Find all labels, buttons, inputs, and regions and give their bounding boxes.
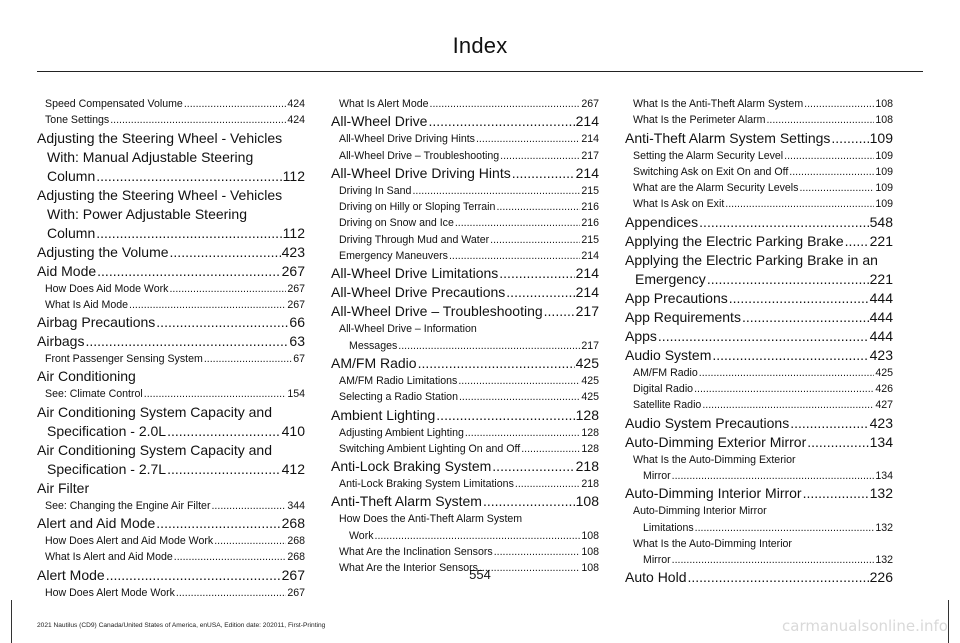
dot-leader	[455, 215, 580, 231]
index-entry-line: Air Conditioning System Capacity and	[37, 441, 273, 458]
dot-leader	[506, 283, 574, 302]
entry-page-number: 109	[875, 165, 893, 178]
entry-page-number: 444	[869, 327, 893, 344]
entry-name: What are the Alarm Security Levels	[633, 182, 799, 195]
dot-leader	[694, 381, 874, 397]
index-entry-line: With: Power Adjustable Steering	[47, 205, 247, 222]
index-subentry-line: How Does the Anti-Theft Alarm System	[339, 513, 523, 526]
index-entry-line: Adjusting the Steering Wheel - Vehicles	[37, 129, 283, 146]
entry-name: Selecting a Radio Station	[339, 391, 458, 404]
index-entry[interactable]	[37, 243, 305, 262]
index-subentry[interactable]	[331, 199, 599, 215]
index-entry[interactable]	[37, 332, 305, 351]
dot-leader	[204, 351, 292, 367]
index-subentry[interactable]	[331, 215, 599, 231]
index-subentry-line: Auto-Dimming Interior Mirror	[633, 505, 767, 518]
entry-page-number: 424	[287, 114, 305, 127]
dot-leader	[707, 270, 869, 289]
entry-name: Adjusting Ambient Lighting	[339, 426, 464, 439]
index-entry[interactable]	[37, 460, 305, 479]
entry-name: How Does Alert and Aid Mode Work	[45, 535, 214, 548]
index-subentry[interactable]	[331, 476, 599, 492]
entry-page-number: 216	[581, 201, 599, 214]
index-subentry[interactable]	[331, 389, 599, 405]
index-entry[interactable]	[625, 213, 893, 232]
dot-leader	[170, 243, 281, 262]
entry-name: App Precautions	[625, 289, 728, 306]
index-subentry[interactable]	[331, 232, 599, 248]
entry-page-number: 214	[581, 133, 599, 146]
dot-leader	[799, 180, 874, 196]
entry-name: Adjusting the Volume	[37, 243, 169, 260]
index-entry[interactable]	[37, 313, 305, 332]
index-subentry[interactable]	[331, 148, 599, 164]
entry-page-number: 226	[869, 569, 893, 586]
entry-name: See: Climate Control	[45, 388, 143, 401]
index-subentry[interactable]	[37, 351, 305, 367]
index-subentry[interactable]	[37, 498, 305, 514]
dot-leader	[803, 484, 869, 503]
entry-page-number: 217	[581, 339, 599, 352]
dot-leader	[789, 164, 874, 180]
entry-page-number: 214	[575, 265, 599, 282]
entry-name: Specification - 2.0L	[47, 422, 167, 439]
entry-name: What Is Alert and Aid Mode	[45, 551, 173, 564]
index-subentry[interactable]	[625, 96, 893, 112]
index-subentry[interactable]	[625, 397, 893, 413]
dot-leader	[96, 167, 281, 186]
entry-page-number: 444	[869, 289, 893, 306]
entry-page-number: 425	[575, 354, 599, 371]
index-entry-line: Air Conditioning	[37, 368, 136, 385]
index-subentry[interactable]	[625, 468, 893, 484]
index-entry[interactable]	[331, 283, 599, 302]
dot-leader	[725, 196, 874, 212]
dot-leader	[211, 498, 286, 514]
watermark-logo: carmanualsonline.info	[782, 617, 948, 635]
entry-page-number: 424	[287, 98, 305, 110]
dot-leader	[804, 96, 874, 112]
entry-name: See: Changing the Engine Air Filter	[45, 499, 211, 512]
index-entry[interactable]	[625, 327, 893, 346]
entry-name: Mirror	[643, 469, 671, 482]
entry-name: What Is the Anti-Theft Alarm System	[633, 98, 804, 110]
dot-leader	[465, 425, 580, 441]
entry-page-number: 128	[581, 426, 599, 439]
dot-leader	[742, 308, 869, 327]
entry-page-number: 134	[869, 433, 893, 450]
index-subentry[interactable]	[331, 183, 599, 199]
entry-page-number: 214	[575, 164, 599, 181]
entry-page-number: 112	[282, 224, 305, 241]
index-entry[interactable]	[625, 484, 893, 503]
index-subentry[interactable]	[625, 112, 893, 128]
entry-page-number: 268	[287, 551, 305, 564]
entry-page-number: 217	[581, 149, 599, 162]
entry-page-number: 132	[875, 554, 893, 567]
dot-leader	[96, 224, 281, 243]
index-entry[interactable]	[331, 302, 599, 321]
entry-page-number: 215	[581, 184, 599, 197]
index-subentry[interactable]	[625, 381, 893, 397]
entry-page-number: 548	[869, 213, 893, 230]
entry-name: How Does Alert Mode Work	[45, 586, 175, 599]
entry-name: All-Wheel Drive Driving Hints	[331, 164, 511, 181]
entry-page-number: 344	[287, 499, 305, 512]
index-subentry-line: What Is the Auto-Dimming Interior	[633, 537, 792, 550]
index-subentry[interactable]	[331, 544, 599, 560]
dot-leader	[658, 327, 869, 346]
entry-name: How Does Aid Mode Work	[45, 282, 169, 295]
entry-name: Messages	[349, 339, 398, 352]
index-entry[interactable]	[625, 346, 893, 365]
entry-page-number: 412	[281, 460, 305, 477]
entry-page-number: 423	[281, 243, 305, 260]
dot-leader	[499, 264, 574, 283]
entry-page-number: 109	[875, 198, 893, 211]
entry-page-number: 109	[869, 129, 893, 146]
dot-leader	[459, 389, 580, 405]
entry-page-number: 221	[869, 232, 893, 249]
footer-crop-mark-left	[11, 600, 12, 643]
entry-name: Applying the Electric Parking Brake	[625, 232, 844, 249]
dot-leader	[156, 514, 280, 533]
entry-name: Ambient Lighting	[331, 406, 436, 423]
entry-name: Driving on Hilly or Sloping Terrain	[339, 201, 496, 214]
index-entry[interactable]	[625, 289, 893, 308]
entry-name: All-Wheel Drive – Troubleshooting	[339, 149, 500, 162]
dot-leader	[500, 148, 580, 164]
index-entry[interactable]	[625, 270, 893, 289]
entry-name: Satellite Radio	[633, 399, 702, 412]
entry-name: Specification - 2.7L	[47, 460, 167, 477]
index-subentry[interactable]	[37, 549, 305, 565]
entry-name: All-Wheel Drive	[331, 113, 428, 130]
entry-page-number: 108	[581, 546, 599, 559]
dot-leader	[702, 397, 874, 413]
dot-leader	[167, 460, 281, 479]
entry-page-number: 267	[287, 282, 305, 295]
index-entry[interactable]	[625, 308, 893, 327]
entry-page-number: 132	[875, 521, 893, 534]
entry-name: Audio System	[625, 346, 712, 363]
index-subentry[interactable]	[37, 533, 305, 549]
entry-page-number: 108	[581, 562, 599, 575]
dot-leader	[214, 533, 286, 549]
entry-page-number: 423	[869, 346, 893, 363]
entry-page-number: 425	[875, 366, 893, 379]
entry-page-number: 66	[289, 314, 305, 331]
entry-page-number: 267	[281, 262, 305, 279]
page-number: 554	[469, 567, 491, 582]
entry-name: App Requirements	[625, 308, 741, 325]
entry-page-number: 214	[575, 284, 599, 301]
index-entry[interactable]	[331, 112, 599, 131]
entry-name: Anti-Lock Braking System Limitations	[339, 478, 514, 491]
index-subentry[interactable]	[331, 441, 599, 457]
entry-page-number: 268	[287, 535, 305, 548]
entry-page-number: 267	[581, 98, 599, 110]
index-entry[interactable]	[331, 264, 599, 283]
entry-name: Setting the Alarm Security Level	[633, 149, 784, 162]
entry-name: Switching Ambient Lighting On and Off	[339, 442, 521, 455]
entry-name: Front Passenger Sensing System	[45, 353, 203, 366]
dot-leader	[544, 302, 575, 321]
entry-page-number: 63	[289, 333, 305, 350]
dot-leader	[490, 232, 580, 248]
entry-name: Anti-Theft Alarm System	[331, 493, 482, 510]
dot-leader	[129, 297, 286, 313]
entry-name: Anti-Lock Braking System	[331, 458, 492, 475]
index-subentry[interactable]	[37, 96, 305, 112]
entry-page-number: 410	[281, 422, 305, 439]
entry-page-number: 109	[875, 149, 893, 162]
entry-page-number: 426	[875, 383, 893, 396]
index-subentry[interactable]	[331, 373, 599, 389]
footer-crop-mark-right	[948, 600, 949, 643]
dot-leader	[672, 468, 875, 484]
index-subentry[interactable]	[331, 248, 599, 264]
index-entry[interactable]	[331, 492, 599, 511]
dot-leader	[110, 112, 286, 128]
entry-page-number: 109	[875, 182, 893, 195]
entry-name: Airbags	[37, 333, 85, 350]
entry-page-number: 128	[581, 442, 599, 455]
entry-name: Airbag Precautions	[37, 314, 156, 331]
dot-leader	[672, 552, 875, 568]
index-subentry[interactable]	[331, 131, 599, 147]
index-subentry[interactable]	[37, 112, 305, 128]
entry-page-number: 108	[875, 114, 893, 127]
dot-leader	[483, 492, 575, 511]
dot-leader	[807, 433, 868, 452]
dot-leader	[515, 476, 580, 492]
index-subentry[interactable]	[625, 148, 893, 164]
index-subentry[interactable]	[37, 386, 305, 402]
dot-leader	[156, 313, 288, 332]
dot-leader	[449, 248, 580, 264]
index-entry[interactable]	[331, 354, 599, 373]
index-entry[interactable]	[331, 457, 599, 476]
entry-page-number: 423	[869, 414, 893, 431]
index-entry[interactable]	[331, 406, 599, 425]
entry-page-number: 214	[581, 250, 599, 263]
entry-name: What Is the Perimeter Alarm	[633, 114, 766, 127]
index-subentry[interactable]	[331, 338, 599, 354]
dot-leader	[699, 213, 868, 232]
index-column-3	[625, 96, 893, 587]
entry-name: Emergency Maneuvers	[339, 250, 448, 263]
entry-page-number: 128	[575, 406, 599, 423]
index-entry[interactable]	[37, 514, 305, 533]
entry-name: What Is Alert Mode	[339, 98, 429, 110]
dot-leader	[97, 262, 280, 281]
entry-name: What Is Aid Mode	[45, 298, 129, 311]
entry-name: All-Wheel Drive – Troubleshooting	[331, 303, 543, 320]
index-subentry[interactable]	[625, 196, 893, 212]
entry-page-number: 67	[293, 353, 305, 366]
dot-leader	[398, 338, 580, 354]
entry-page-number: 214	[575, 113, 599, 130]
entry-name: Aid Mode	[37, 262, 97, 279]
index-entry[interactable]	[37, 422, 305, 441]
dot-leader	[430, 96, 581, 112]
edition-footer: 2021 Nautilus (CD9) Canada/United States of America, enUSA, Edition date: 202011, First-Printing	[37, 622, 326, 629]
dot-leader	[436, 406, 574, 425]
entry-name: All-Wheel Drive Driving Hints	[339, 133, 475, 146]
index-subentry[interactable]	[37, 281, 305, 297]
index-entry[interactable]	[37, 224, 305, 243]
entry-name: Driving Through Mud and Water	[339, 233, 490, 246]
entry-page-number: 267	[287, 298, 305, 311]
entry-name: Digital Radio	[633, 383, 694, 396]
dot-leader	[184, 96, 287, 112]
entry-name: Column	[47, 167, 96, 184]
index-subentry[interactable]	[37, 297, 305, 313]
dot-leader	[167, 422, 281, 441]
dot-leader	[784, 148, 874, 164]
page-title: Index	[452, 33, 508, 58]
entry-page-number: 427	[875, 399, 893, 412]
index-column-1	[37, 96, 305, 601]
entry-page-number: 217	[575, 303, 599, 320]
entry-name: Audio System Precautions	[625, 414, 790, 431]
entry-name: Mirror	[643, 554, 671, 567]
index-entry-line: Air Filter	[37, 479, 90, 496]
index-entry-line: Air Conditioning System Capacity and	[37, 403, 273, 420]
index-subentry[interactable]	[331, 425, 599, 441]
dot-leader	[729, 289, 869, 308]
entry-page-number: 267	[287, 586, 305, 599]
entry-name: Apps	[625, 327, 657, 344]
dot-leader	[169, 281, 286, 297]
dot-leader	[695, 520, 875, 536]
entry-page-number: 425	[581, 391, 599, 404]
dot-leader	[831, 129, 868, 148]
dot-leader	[712, 346, 868, 365]
entry-name: Appendices	[625, 213, 699, 230]
index-subentry[interactable]	[331, 528, 599, 544]
entry-name: What Is Ask on Exit	[633, 198, 725, 211]
entry-page-number: 218	[581, 478, 599, 491]
dot-leader	[174, 549, 287, 565]
entry-name: Auto Hold	[625, 569, 687, 586]
dot-leader	[766, 112, 874, 128]
index-entry-line: Adjusting the Steering Wheel - Vehicles	[37, 186, 283, 203]
index-subentry[interactable]	[625, 365, 893, 381]
dot-leader	[476, 131, 580, 147]
dot-leader	[492, 457, 574, 476]
index-subentry-line: All-Wheel Drive – Information	[339, 323, 477, 336]
index-entry[interactable]	[625, 232, 893, 251]
dot-leader	[845, 232, 869, 251]
entry-name: Anti-Theft Alarm System Settings	[625, 129, 831, 146]
entry-name: AM/FM Radio	[633, 366, 698, 379]
entry-name: Speed Compensated Volume	[45, 98, 183, 110]
dot-leader	[428, 112, 574, 131]
entry-page-number: 444	[869, 308, 893, 325]
entry-name: Auto-Dimming Exterior Mirror	[625, 433, 807, 450]
dot-leader	[521, 441, 580, 457]
dot-leader	[144, 386, 287, 402]
entry-page-number: 108	[581, 529, 599, 542]
dot-leader	[790, 414, 868, 433]
entry-page-number: 108	[875, 98, 893, 110]
entry-page-number: 268	[281, 515, 305, 532]
index-subentry[interactable]	[625, 552, 893, 568]
entry-name: Work	[349, 529, 374, 542]
index-entry[interactable]	[625, 129, 893, 148]
entry-name: Emergency	[635, 270, 706, 287]
index-entry[interactable]	[37, 262, 305, 281]
dot-leader	[699, 365, 875, 381]
entry-name: Driving In Sand	[339, 184, 412, 197]
entry-name: Column	[47, 224, 96, 241]
entry-name: AM/FM Radio Limitations	[339, 374, 458, 387]
dot-leader	[375, 528, 581, 544]
entry-name: All-Wheel Drive Limitations	[331, 265, 499, 282]
index-entry-line: Applying the Electric Parking Brake in an	[625, 251, 878, 268]
entry-page-number: 267	[281, 566, 305, 583]
dot-leader	[512, 164, 575, 183]
index-subentry[interactable]	[625, 180, 893, 196]
dot-leader	[418, 354, 575, 373]
entry-page-number: 215	[581, 233, 599, 246]
entry-name: What Are the Interior Sensors	[339, 562, 478, 575]
entry-page-number: 108	[575, 493, 599, 510]
entry-name: What Are the Inclination Sensors	[339, 546, 493, 559]
entry-page-number: 221	[869, 270, 893, 287]
dot-leader	[458, 373, 580, 389]
entry-name: Auto-Dimming Interior Mirror	[625, 485, 802, 502]
entry-name: Tone Settings	[45, 114, 110, 127]
index-column-2	[331, 96, 599, 577]
entry-name: Limitations	[643, 521, 694, 534]
entry-page-number: 425	[581, 374, 599, 387]
index-subentry[interactable]	[625, 164, 893, 180]
index-entry[interactable]	[625, 433, 893, 452]
entry-name: All-Wheel Drive Precautions	[331, 284, 506, 301]
index-subentry-line: What Is the Auto-Dimming Exterior	[633, 453, 796, 466]
entry-page-number: 216	[581, 217, 599, 230]
index-subentry[interactable]	[625, 520, 893, 536]
dot-leader	[412, 183, 580, 199]
index-entry[interactable]	[37, 167, 305, 186]
dot-leader	[176, 585, 286, 601]
index-subentry[interactable]	[331, 96, 599, 112]
entry-page-number: 134	[875, 469, 893, 482]
entry-name: AM/FM Radio	[331, 354, 417, 371]
header-divider	[37, 71, 923, 72]
index-entry-line: With: Manual Adjustable Steering	[47, 148, 254, 165]
dot-leader	[494, 544, 581, 560]
index-subentry[interactable]	[37, 585, 305, 601]
dot-leader	[85, 332, 288, 351]
entry-name: Switching Ask on Exit On and Off	[633, 165, 789, 178]
entry-name: Driving on Snow and Ice	[339, 217, 454, 230]
entry-page-number: 154	[287, 388, 305, 401]
entry-name: Alert Mode	[37, 566, 105, 583]
entry-page-number: 218	[575, 458, 599, 475]
index-entry[interactable]	[331, 164, 599, 183]
entry-page-number: 112	[282, 167, 305, 184]
entry-page-number: 132	[869, 485, 893, 502]
index-entry[interactable]	[625, 414, 893, 433]
entry-name: Alert and Aid Mode	[37, 515, 156, 532]
dot-leader	[496, 199, 580, 215]
